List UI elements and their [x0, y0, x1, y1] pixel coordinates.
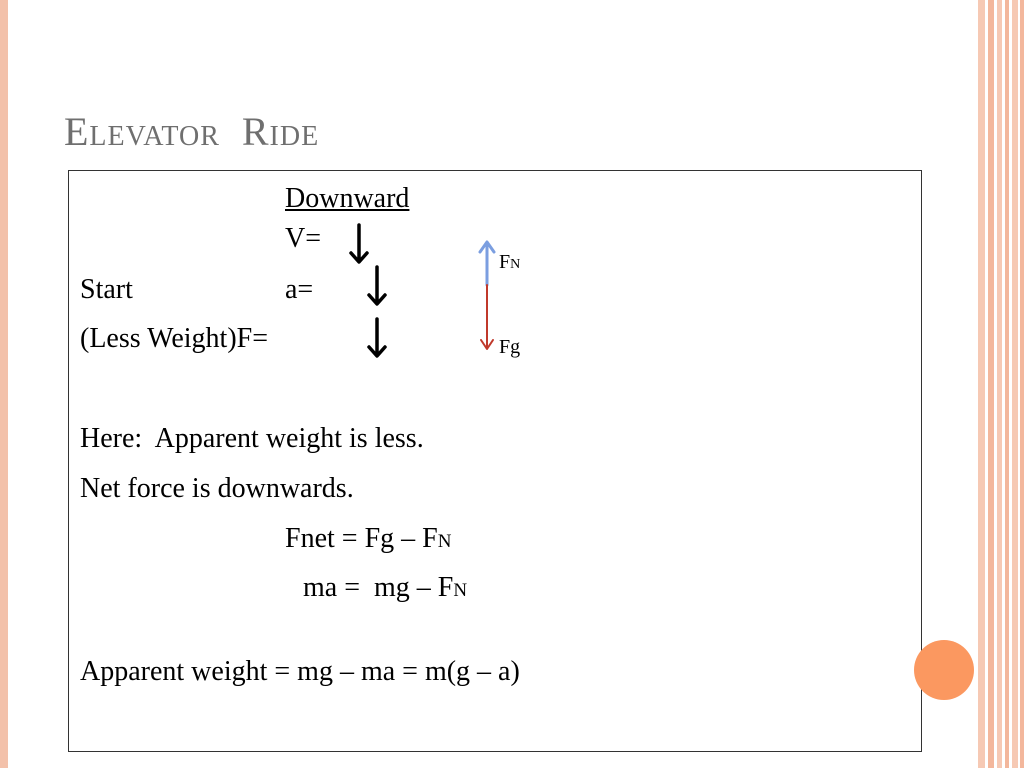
start-label: Start [80, 274, 133, 305]
right-band-stripe [997, 0, 1002, 768]
apparent-weight-equation: Apparent weight = mg – ma = m(g – a) [80, 656, 520, 687]
ma-equation: ma = mg – FN [303, 572, 468, 603]
right-band-stripe [1012, 0, 1018, 768]
decorative-orange-dot [914, 640, 974, 700]
fnet-equation: Fnet = Fg – FN [285, 523, 452, 554]
velocity-label: V= [285, 223, 322, 254]
gravity-force-label: Fg [499, 336, 521, 358]
right-band-stripe [978, 0, 985, 768]
apparent-weight-statement: Here: Apparent weight is less. [80, 423, 424, 454]
gravity-force-down-arrow-icon [475, 285, 499, 351]
right-band-stripe [1020, 0, 1024, 768]
normal-force-label: FN [499, 251, 521, 273]
force-down-arrow-icon [365, 317, 389, 361]
right-band-stripe [1005, 0, 1009, 768]
net-force-statement: Net force is downwards. [80, 473, 354, 504]
right-band-stripe [988, 0, 994, 768]
normal-force-up-arrow-icon [475, 239, 499, 289]
less-weight-label: (Less Weight)F= [80, 323, 269, 354]
slide-title: Elevator Ride [64, 109, 320, 154]
velocity-down-arrow-icon [347, 223, 371, 267]
acceleration-label: a= [285, 274, 314, 305]
content-box [68, 170, 922, 752]
acceleration-down-arrow-icon [365, 265, 389, 309]
left-border-stripe [0, 0, 8, 768]
direction-heading: Downward [285, 183, 410, 214]
